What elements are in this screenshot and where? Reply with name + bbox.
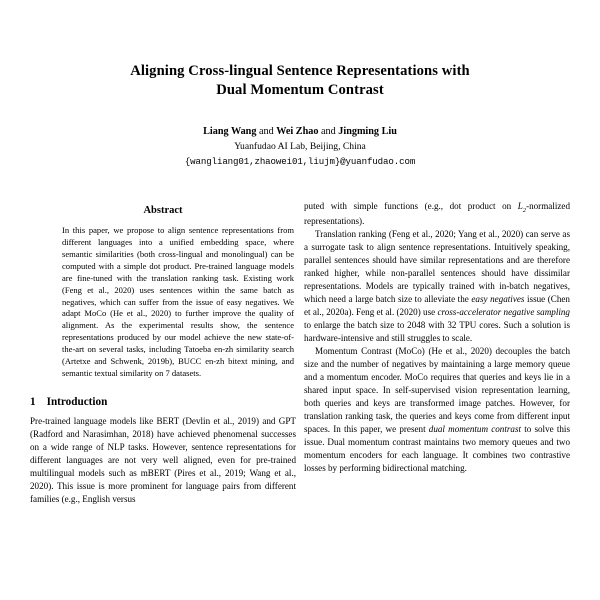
author-2: Wei Zhao (276, 125, 319, 137)
section-title: Introduction (46, 395, 108, 408)
moco-text-b: to solve this issue. Dual momentum contrast maintains two memory queues and two momentum encoders for each language. It combines two contrastive losses by performing bidirectional matching. (304, 424, 570, 474)
paragraph-momentum-contrast (304, 345, 570, 475)
title-line-1: Aligning Cross-lingual Sentence Representations with (130, 63, 470, 79)
page-title (30, 0, 570, 101)
left-column (30, 200, 296, 600)
paragraph-translation-ranking (304, 228, 570, 345)
author-list (30, 125, 570, 139)
math-l: L (517, 201, 523, 211)
title-line-2: Dual Momentum Contrast (216, 82, 384, 99)
right-column-body (304, 200, 570, 475)
continuation-text-b: -normalized representations). (304, 201, 570, 227)
author-3: Jingming Liu (338, 125, 397, 137)
paragraph-continuation (304, 200, 570, 228)
translation-text-c: to enlarge the batch size to 2048 with 32 TPU cores. Such a solution is hardware-intensive and still struggles to scale. (304, 320, 570, 344)
translation-text-a: Translation ranking (Feng et al., 2020; Yang et al., 2020) can serve as a surrogate task to align sentence representations. Intuitively speaking, parallel sentences should have similar representations and are therefore ranked higher, while non-parallel sentences should have dissimilar representations. Models are typically trained with in-batch negatives, which need a large batch size to alleviate the (304, 229, 570, 305)
continuation-text-a: puted with simple functions (e.g., dot product on (304, 201, 518, 211)
section-heading-introduction (30, 396, 296, 408)
author-conjunction-2: and (321, 125, 336, 137)
emphasis-dual-momentum-contrast: dual momentum contrast (428, 424, 522, 435)
intro-paragraph-1: Pre-trained language models like BERT (Devlin et al., 2019) and GPT (Radford and Narasimhan, 2018) have achieved phenomenal successes on a wide range of NLP tasks. However, sentence representations for different languages are not very well aligned, even for pre-trained multilingual models such as mBERT (Pires et al., 2019; Wang et al., 2020). This issue is more prominent for language pairs from different families (e.g., English versus (30, 415, 296, 504)
moco-text-a: Momentum Contrast (MoCo) (He et al., 2020) decouples the batch size and the number of negatives by maintaining a large memory queue and a momentum encoder. MoCo requires that queries and keys lie in a shared input space. In self-supervised vision representation learning, both queries and keys are transformed image patches. However, for translation ranking task, the queries and keys come from different input spaces. In this paper, we present (304, 346, 570, 435)
affiliation: Yuanfudao AI Lab, Beijing, China (234, 140, 366, 152)
introduction-body (30, 415, 296, 506)
body-columns (30, 200, 570, 600)
section-number: 1 (30, 395, 36, 408)
abstract-body: In this paper, we propose to align sentence representations from different languages into a unified embedding space, where semantic similarities (both cross-lingual and monolingual) can be computed with a simple dot product. Pre-trained language models are fine-tuned with the translation ranking task. Existing work (Feng et al., 2020) uses sentences within the same batch as negatives, which can suffer from the issue of easy negatives. We adapt MoCo (He et al., 2020) to further improve the quality of alignment. As the experimental results show, the sentence representations produced by our model achieve the new state-of-the-art on several tasks, including Tatoeba en-zh similarity search (Artetxe and Schwenk, 2019b), BUCC en-zh bitext mining, and semantic textual similarity on 7 datasets. (62, 225, 294, 379)
math-variable-l2 (517, 201, 527, 214)
author-1: Liang Wang (203, 125, 257, 137)
emphasis-cross-accelerator: cross-accelerator negative sampling (437, 307, 570, 318)
translation-text-b: issue (Chen et al., 2020a). Feng et al. (2020) use (304, 294, 570, 318)
abstract-heading: Abstract (143, 205, 183, 216)
author-conjunction-1: and (259, 125, 274, 137)
emphasis-easy-negatives: easy negatives (471, 294, 525, 305)
right-column (304, 200, 570, 600)
author-email: {wangliang01,zhaowei01,liujm}@yuanfudao.com (184, 155, 416, 167)
math-subscript-2: 2 (522, 206, 527, 214)
